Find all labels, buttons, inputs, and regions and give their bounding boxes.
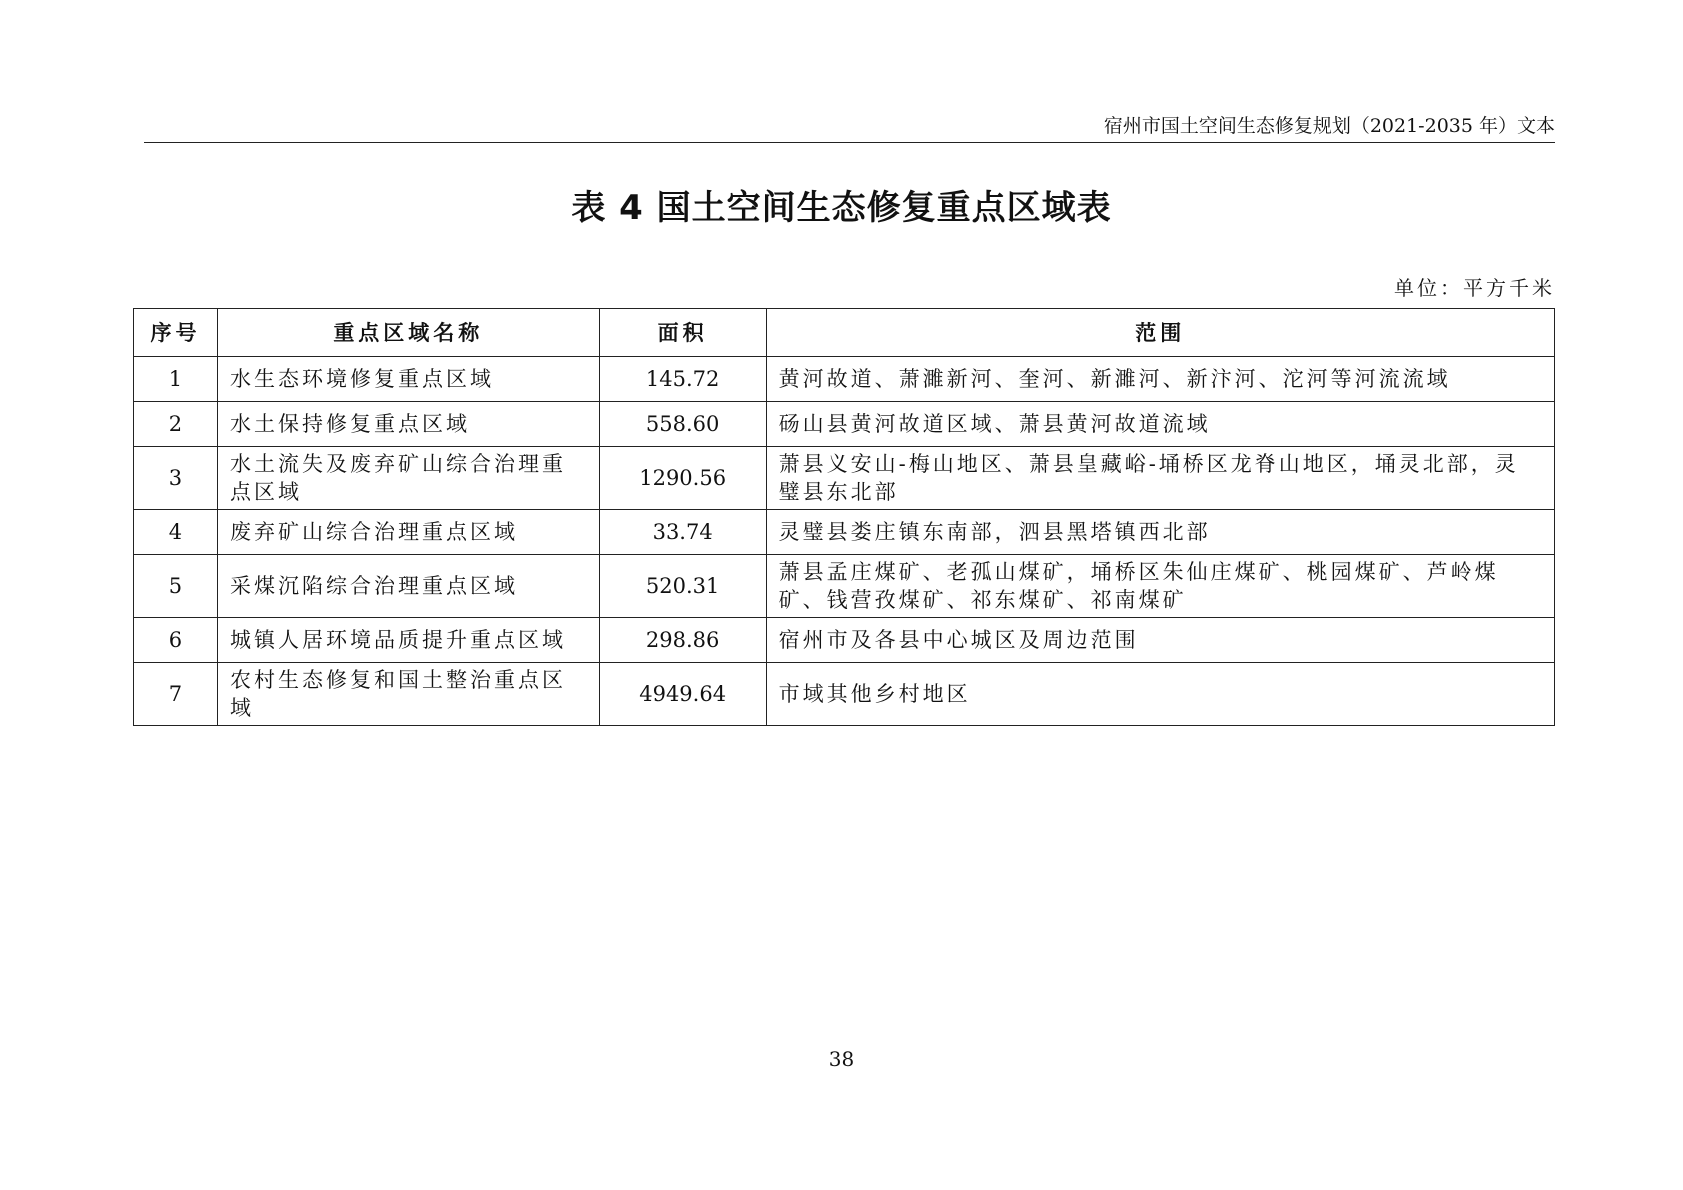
area-name: 水土流失及废弃矿山综合治理重点区域 [217, 447, 599, 510]
area-scope: 黄河故道、萧濉新河、奎河、新濉河、新汴河、沱河等河流流域 [766, 357, 1554, 402]
page-number: 38 [828, 1047, 855, 1071]
area-value: 4949.64 [599, 663, 766, 726]
row-number: 1 [134, 357, 218, 402]
key-areas-table [133, 308, 1555, 726]
column-header-area: 面积 [599, 309, 766, 357]
area-value: 33.74 [599, 510, 766, 555]
area-value: 298.86 [599, 618, 766, 663]
area-value: 1290.56 [599, 447, 766, 510]
table-row [134, 663, 1555, 726]
area-value: 558.60 [599, 402, 766, 447]
table-title: 表 4 国土空间生态修复重点区域表 [571, 188, 1112, 228]
table-row [134, 510, 1555, 555]
area-scope: 萧县孟庄煤矿、老孤山煤矿，埇桥区朱仙庄煤矿、桃园煤矿、芦岭煤矿、钱营孜煤矿、祁东煤矿、祁南煤矿 [766, 555, 1554, 618]
running-header [144, 112, 1555, 143]
area-scope: 灵璧县娄庄镇东南部，泗县黑塔镇西北部 [766, 510, 1554, 555]
column-header-name: 重点区域名称 [217, 309, 599, 357]
table-row [134, 402, 1555, 447]
area-name: 废弃矿山综合治理重点区域 [217, 510, 599, 555]
area-value: 520.31 [599, 555, 766, 618]
row-number: 4 [134, 510, 218, 555]
row-number: 6 [134, 618, 218, 663]
column-header-no: 序号 [134, 309, 218, 357]
area-name: 城镇人居环境品质提升重点区域 [217, 618, 599, 663]
unit-note: 单位：平方千米 [1394, 276, 1555, 300]
area-name: 采煤沉陷综合治理重点区域 [217, 555, 599, 618]
area-scope: 宿州市及各县中心城区及周边范围 [766, 618, 1554, 663]
row-number: 5 [134, 555, 218, 618]
table-row [134, 618, 1555, 663]
running-header-text: 宿州市国土空间生态修复规划（2021-2035 年）文本 [1103, 115, 1555, 137]
area-name: 水生态环境修复重点区域 [217, 357, 599, 402]
area-name: 农村生态修复和国土整治重点区域 [217, 663, 599, 726]
table-row [134, 555, 1555, 618]
area-name: 水土保持修复重点区域 [217, 402, 599, 447]
area-scope: 砀山县黄河故道区域、萧县黄河故道流域 [766, 402, 1554, 447]
area-scope: 萧县义安山-梅山地区、萧县皇藏峪-埇桥区龙脊山地区，埇灵北部，灵璧县东北部 [766, 447, 1554, 510]
row-number: 2 [134, 402, 218, 447]
area-scope: 市域其他乡村地区 [766, 663, 1554, 726]
row-number: 7 [134, 663, 218, 726]
column-header-scope: 范围 [766, 309, 1554, 357]
table-row [134, 447, 1555, 510]
table-row [134, 357, 1555, 402]
table-header-row [134, 309, 1555, 357]
area-value: 145.72 [599, 357, 766, 402]
row-number: 3 [134, 447, 218, 510]
